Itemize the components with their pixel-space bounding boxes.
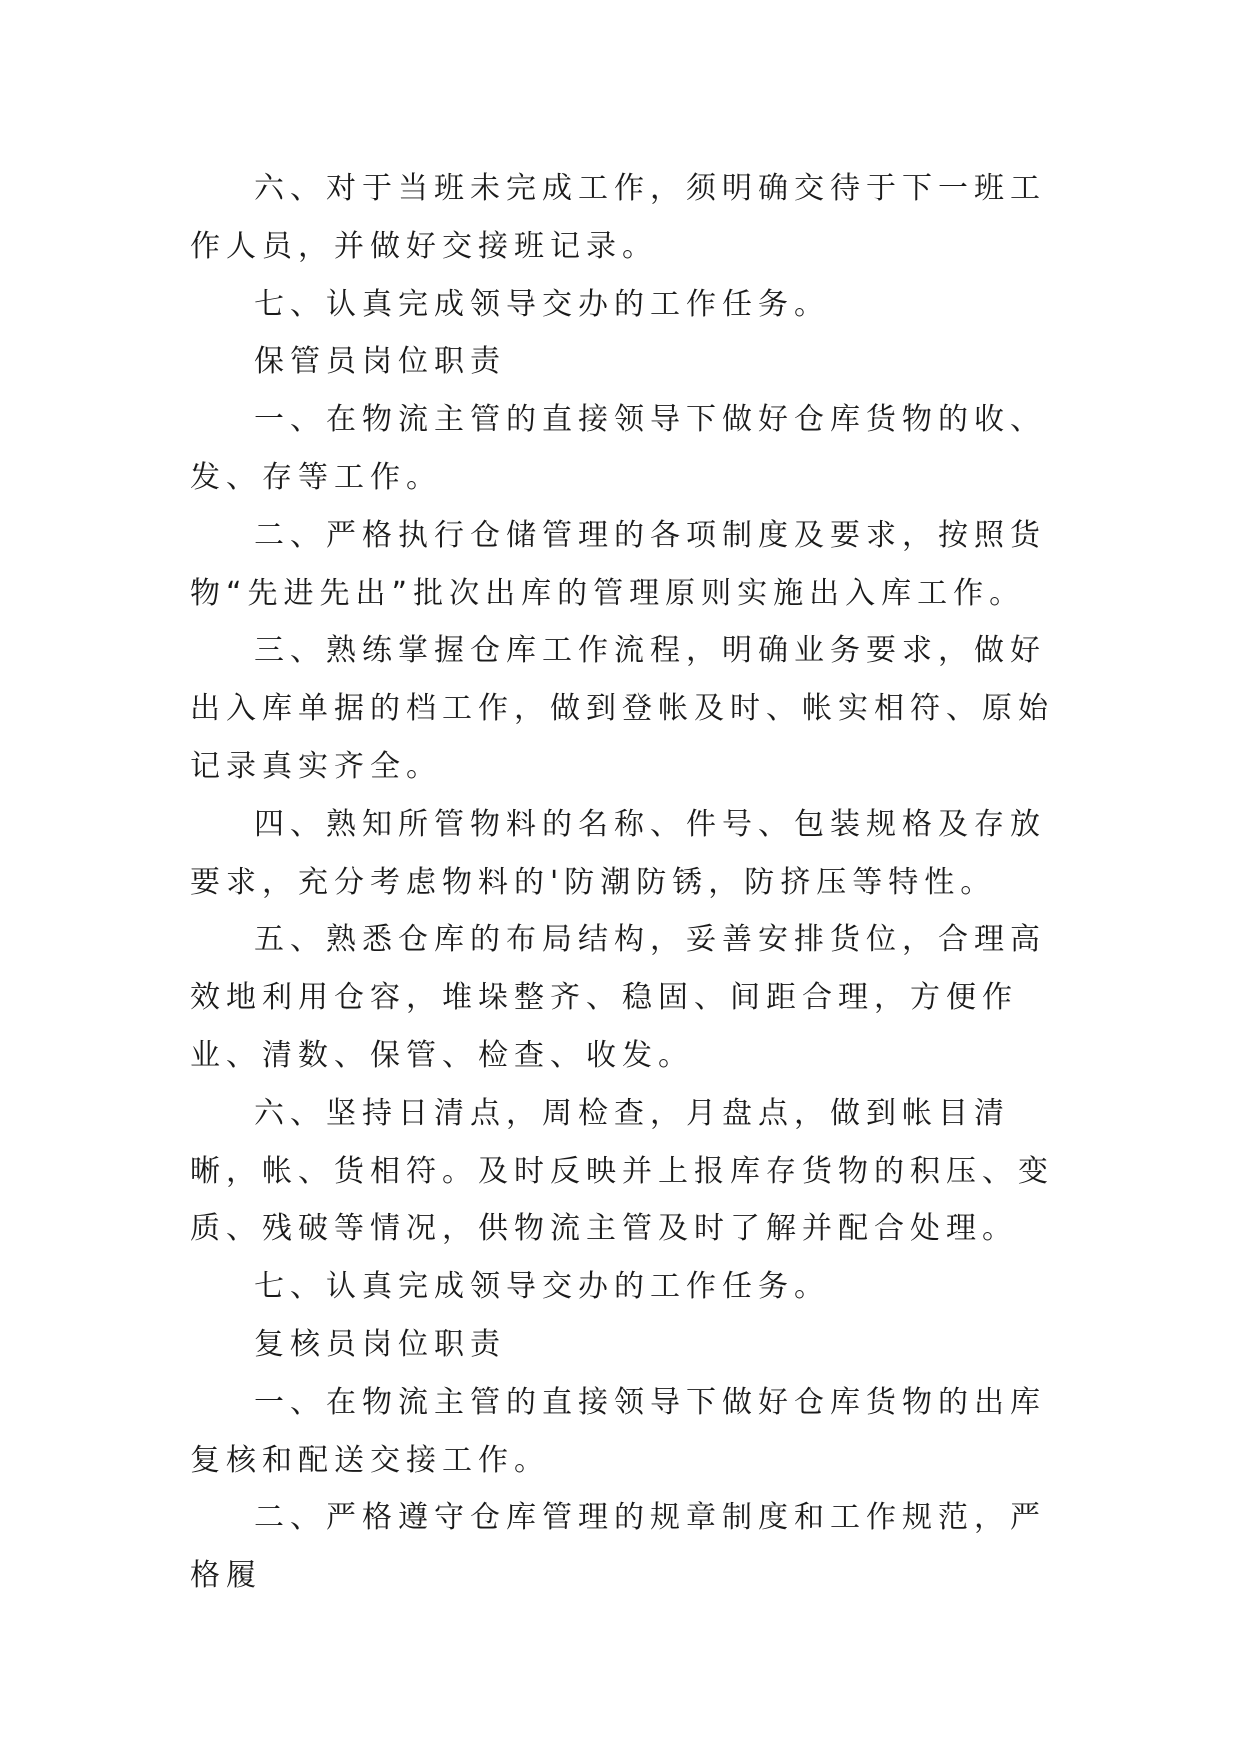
paragraph-custodian-7: 七、认真完成领导交办的工作任务。 (254, 1269, 830, 1305)
paragraph-custodian-4: 四、熟知所管物料的名称、件号、包装规格及存放要求，充分考虑物料的'防潮防锈，防挤压等特性。 (190, 806, 1046, 900)
paragraph-complete-tasks: 七、认真完成领导交办的工作任务。 (254, 286, 830, 322)
paragraph-custodian-2: 二、严格执行仓储管理的各项制度及要求，按照货物“先进先出”批次出库的管理原则实施出入库工作。 (190, 517, 1046, 611)
paragraph-checker-1: 一、在物流主管的直接领导下做好仓库货物的出库复核和配送交接工作。 (190, 1384, 1046, 1478)
paragraph-checker-2: 二、严格遵守仓库管理的规章制度和工作规范，严格履 (190, 1500, 1046, 1594)
paragraph-custodian-3: 三、熟练掌握仓库工作流程，明确业务要求，做好出入库单据的档工作，做到登帐及时、帐实相符、原始记录真实齐全。 (190, 633, 1054, 784)
paragraph-custodian-6: 六、坚持日清点，周检查，月盘点，做到帐目清晰，帐、货相符。及时反映并上报库存货物的积压、变质、残破等情况，供物流主管及时了解并配合处理。 (190, 1095, 1054, 1247)
paragraph-custodian-5: 五、熟悉仓库的布局结构，妥善安排货位，合理高效地利用仓容，堆垛整齐、稳固、间距合理，方便作业、清数、保管、检查、收发。 (190, 922, 1046, 1073)
paragraph-custodian-1: 一、在物流主管的直接领导下做好仓库货物的收、发、存等工作。 (190, 402, 1046, 495)
paragraph-shift-handover: 六、对于当班未完成工作，须明确交待于下一班工作人员，并做好交接班记录。 (190, 171, 1046, 264)
section-heading-checker: 复核员岗位职责 (254, 1326, 506, 1362)
document-body (190, 160, 1060, 1605)
section-heading-custodian: 保管员岗位职责 (254, 344, 506, 380)
